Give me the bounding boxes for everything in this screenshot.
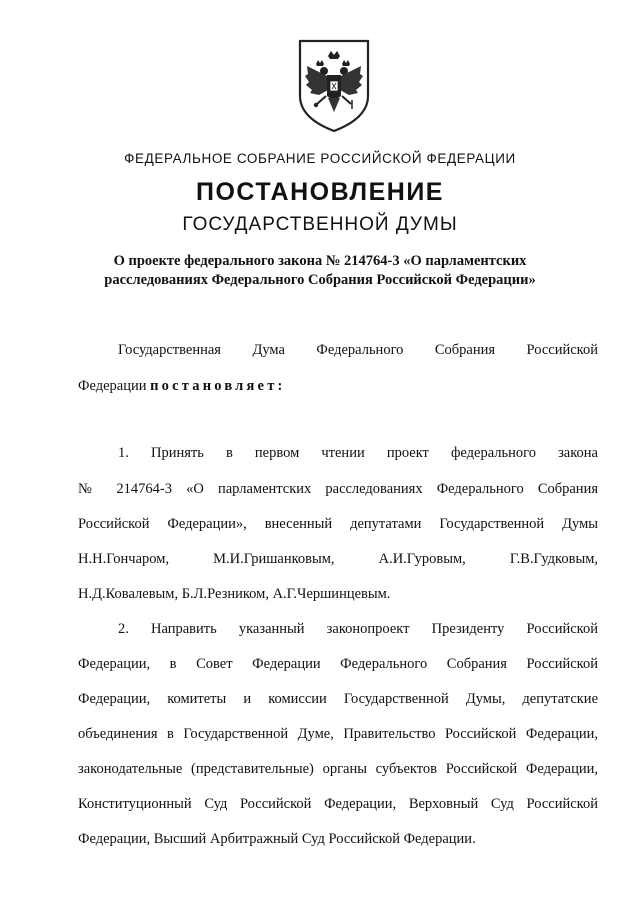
preamble-decision-word: постановляет: (150, 378, 286, 394)
paragraph-line: законодательные (представительные) органы субъектов Российской Федерации, (78, 761, 598, 777)
paragraph-line: Федерации, комитеты и комиссии Государственной Думы, депутатские (78, 691, 598, 707)
organization-title: ФЕДЕРАЛЬНОЕ СОБРАНИЕ РОССИЙСКОЙ ФЕДЕРАЦИИ (124, 151, 516, 166)
document-issuer: ГОСУДАРСТВЕННОЙ ДУМЫ (182, 214, 458, 235)
paragraph-line: № 214764-3 «О парламентских расследованиях Федерального Собрания (78, 481, 598, 497)
paragraph-line: 1. Принять в первом чтении проект федерального закона (118, 445, 598, 461)
paragraph-line: 2. Направить указанный законопроект Президенту Российской (118, 621, 598, 637)
paragraph-line: Н.Д.Ковалевым, Б.Л.Резником, А.Г.Чершинцевым. (78, 586, 391, 602)
subject-line: расследованиях Федерального Собрания Российской Федерации» (104, 272, 536, 288)
paragraph-line: Федерации, Высший Арбитражный Суд Российской Федерации. (78, 831, 476, 847)
document-type-title: ПОСТАНОВЛЕНИЕ (196, 178, 444, 206)
paragraph-line: объединения в Государственной Думе, Правительство Российской Федерации, (78, 726, 598, 742)
paragraph-line: Федерации, в Совет Федерации Федерального Собрания Российской (78, 656, 598, 672)
document-subject (0, 252, 640, 290)
paragraph-line: Конституционный Суд Российской Федерации, Верховный Суд Российской (78, 796, 598, 812)
preamble-line: Государственная Дума Федерального Собрания Российской (118, 342, 598, 358)
preamble-text: Федерации (78, 378, 151, 394)
paragraph-line: Российской Федерации», внесенный депутатами Государственной Думы (78, 516, 598, 532)
preamble-line (78, 376, 598, 396)
subject-line: О проекте федерального закона № 214764-3 «О парламентских (113, 253, 527, 269)
double-headed-eagle-emblem-icon (297, 38, 371, 134)
paragraph-line: Н.Н.Гончаром, М.И.Гришанковым, А.И.Гуровым, Г.В.Гудковым, (78, 551, 598, 567)
